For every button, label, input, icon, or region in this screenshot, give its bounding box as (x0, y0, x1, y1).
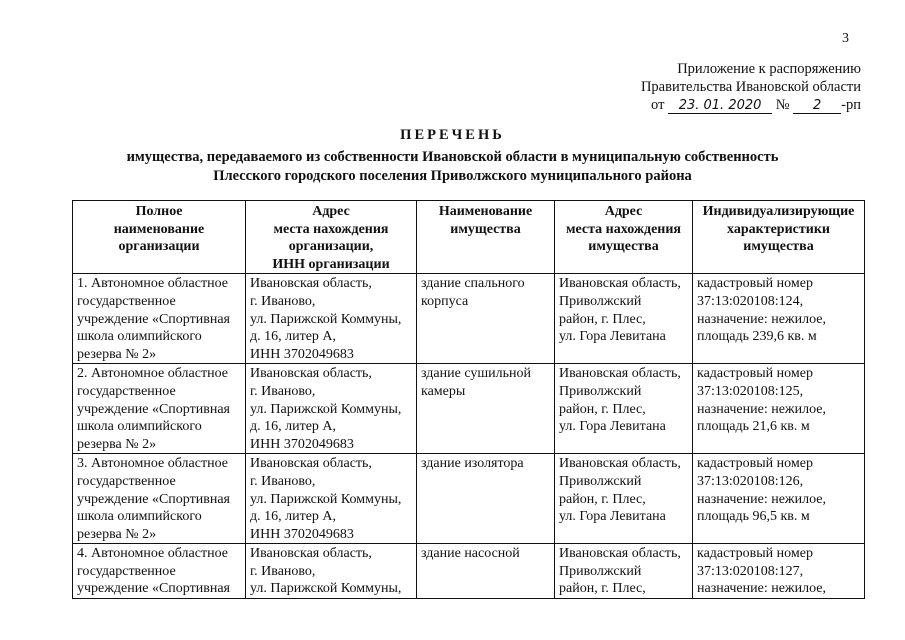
cell-characteristics (693, 454, 865, 544)
cell-org-address (246, 364, 417, 454)
table-row (73, 274, 865, 364)
cell-text-line: Ивановская область, (250, 276, 372, 292)
cell-text-line: ул. Гора Левитана (559, 329, 666, 345)
header-text-line: Полное (135, 204, 183, 219)
cell-org-name (73, 544, 246, 599)
cell-text-line: назначение: нежилое, (697, 581, 826, 597)
cell-org-name (73, 364, 246, 454)
cell-text-line: 1. Автономное областное (77, 276, 228, 292)
cell-text-line: д. 16, литер А, (250, 419, 337, 435)
cell-text-line: школа олимпийского (77, 509, 202, 525)
header-characteristics (693, 201, 865, 274)
cell-text-line: Ивановская область, (559, 276, 681, 292)
cell-text-line: корпуса (421, 293, 469, 309)
cell-text-line: Ивановская область, (559, 366, 681, 382)
cell-text-line: 4. Автономное областное (77, 546, 228, 562)
cell-text-line: кадастровый номер (697, 546, 813, 562)
cell-text-line: здание изолятора (421, 456, 524, 472)
cell-text-line: ул. Парижской Коммуны, (250, 311, 402, 327)
header-property-address (555, 201, 693, 274)
cell-text-line: ул. Парижской Коммуны, (250, 491, 402, 507)
cell-property-address (555, 454, 693, 544)
property-table (72, 200, 865, 599)
header-text-line: наименование (113, 221, 205, 237)
cell-text-line: назначение: нежилое, (697, 311, 826, 327)
cell-text-line: назначение: нежилое, (697, 491, 826, 507)
cell-text-line: Ивановская область, (559, 456, 681, 472)
cell-text-line: кадастровый номер (697, 276, 813, 292)
header-text-line: организации (118, 239, 200, 255)
cell-property-address (555, 544, 693, 599)
cell-text-line: Ивановская область, (250, 366, 372, 382)
header-text-line: имущества (743, 239, 814, 255)
table-row (73, 544, 865, 599)
cell-text-line: ул. Парижской Коммуны, (250, 401, 402, 417)
cell-text-line: учреждение «Спортивная (77, 401, 230, 417)
cell-text-line: государственное (77, 563, 176, 579)
cell-text-line: 37:13:020108:125, (697, 383, 804, 399)
header-text-line: организации, (288, 239, 374, 255)
header-text-line: характеристики (727, 221, 830, 237)
subtitle-line-2: Плесского городского поселения Приволжского муниципального района (213, 168, 692, 184)
cell-text-line: район, г. Плес, (559, 581, 646, 597)
cell-characteristics (693, 364, 865, 454)
cell-text-line: ул. Гора Левитана (559, 419, 666, 435)
cell-org-address (246, 274, 417, 364)
cell-text-line: резерва № 2» (77, 526, 157, 542)
table-body (73, 274, 865, 599)
cell-org-address (246, 544, 417, 599)
cell-text-line: Ивановская область, (250, 456, 372, 472)
cell-text-line: назначение: нежилое, (697, 401, 826, 417)
cell-property-name (417, 364, 555, 454)
cell-org-name (73, 274, 246, 364)
cell-text-line: камеры (421, 383, 466, 399)
cell-text-line: государственное (77, 293, 176, 309)
subtitle-line-1: имущества, передаваемого из собственности Ивановской области в муниципальную собственность (126, 149, 779, 165)
header-text-line: имущества (450, 221, 521, 237)
cell-text-line: кадастровый номер (697, 366, 813, 382)
cell-text-line: ИНН 3702049683 (250, 436, 354, 452)
cell-text-line: г. Иваново, (250, 473, 316, 489)
header-text-line: ИНН организации (272, 256, 390, 272)
header-text-line: Адрес (604, 204, 643, 219)
appendix-line-2: Правительства Ивановской области (640, 79, 861, 95)
cell-text-line: здание насосной (421, 546, 520, 562)
cell-org-name (73, 454, 246, 544)
cell-text-line: район, г. Плес, (559, 401, 646, 417)
cell-text-line: 3. Автономное областное (77, 456, 228, 472)
cell-text-line: резерва № 2» (77, 346, 157, 362)
cell-text-line: г. Иваново, (250, 293, 316, 309)
handwritten-date: 23. 01. 2020 (668, 99, 772, 114)
cell-text-line: Приволжский (559, 473, 642, 489)
cell-text-line: д. 16, литер А, (250, 509, 337, 525)
cell-property-name (417, 274, 555, 364)
cell-text-line: ИНН 3702049683 (250, 346, 354, 362)
cell-property-name (417, 544, 555, 599)
cell-text-line: учреждение «Спортивная (77, 581, 230, 597)
document-subtitle (60, 148, 845, 186)
cell-property-address (555, 274, 693, 364)
cell-text-line: г. Иваново, (250, 563, 316, 579)
cell-text-line: Ивановская область, (250, 546, 372, 562)
cell-text-line: государственное (77, 383, 176, 399)
appendix-line-3 (641, 96, 861, 114)
cell-text-line: школа олимпийского (77, 329, 202, 345)
cell-text-line: ИНН 3702049683 (250, 526, 354, 542)
number-suffix: -рп (841, 97, 861, 113)
document-title: ПЕРЕЧЕНЬ (400, 127, 505, 143)
cell-text-line: здание сушильной (421, 366, 531, 382)
cell-text-line: 37:13:020108:126, (697, 473, 804, 489)
table-row (73, 454, 865, 544)
header-property-name (417, 201, 555, 274)
cell-text-line: школа олимпийского (77, 419, 202, 435)
cell-text-line: кадастровый номер (697, 456, 813, 472)
cell-text-line: резерва № 2» (77, 436, 157, 452)
cell-text-line: Приволжский (559, 293, 642, 309)
header-org-address (246, 201, 417, 274)
cell-characteristics (693, 274, 865, 364)
cell-text-line: здание спального (421, 276, 525, 292)
table-header-row (73, 201, 865, 274)
cell-text-line: район, г. Плес, (559, 311, 646, 327)
cell-text-line: д. 16, литер А, (250, 329, 337, 345)
header-text-line: Наименование (438, 204, 533, 219)
cell-text-line: Приволжский (559, 563, 642, 579)
header-text-line: Индивидуализирующие (702, 204, 855, 219)
header-text-line: Адрес (312, 204, 350, 219)
header-org-name (73, 201, 246, 274)
from-label: от (651, 97, 665, 113)
cell-text-line: учреждение «Спортивная (77, 491, 230, 507)
cell-text-line: ул. Парижской Коммуны, (250, 581, 402, 597)
header-text-line: места нахождения (273, 221, 389, 237)
cell-text-line: Приволжский (559, 383, 642, 399)
header-text-line: места нахождения (565, 221, 682, 237)
cell-text-line: 37:13:020108:124, (697, 293, 804, 309)
cell-property-address (555, 364, 693, 454)
cell-text-line: государственное (77, 473, 176, 489)
cell-text-line: ул. Гора Левитана (559, 509, 666, 525)
cell-text-line: площадь 239,6 кв. м (697, 329, 817, 345)
cell-characteristics (693, 544, 865, 599)
cell-text-line: район, г. Плес, (559, 491, 646, 507)
cell-text-line: площадь 96,5 кв. м (697, 509, 810, 525)
table-row (73, 364, 865, 454)
handwritten-number: 2 (793, 99, 841, 114)
cell-property-name (417, 454, 555, 544)
appendix-block (641, 60, 861, 114)
appendix-line-1: Приложение к распоряжению (677, 61, 861, 77)
cell-text-line: 37:13:020108:127, (697, 563, 804, 579)
header-text-line: имущества (588, 239, 659, 255)
cell-text-line: 2. Автономное областное (77, 366, 228, 382)
cell-text-line: г. Иваново, (250, 383, 316, 399)
cell-org-address (246, 454, 417, 544)
cell-text-line: площадь 21,6 кв. м (697, 419, 810, 435)
number-label: № (775, 97, 790, 113)
cell-text-line: учреждение «Спортивная (77, 311, 230, 327)
page-number: 3 (842, 31, 849, 46)
cell-text-line: Ивановская область, (559, 546, 681, 562)
